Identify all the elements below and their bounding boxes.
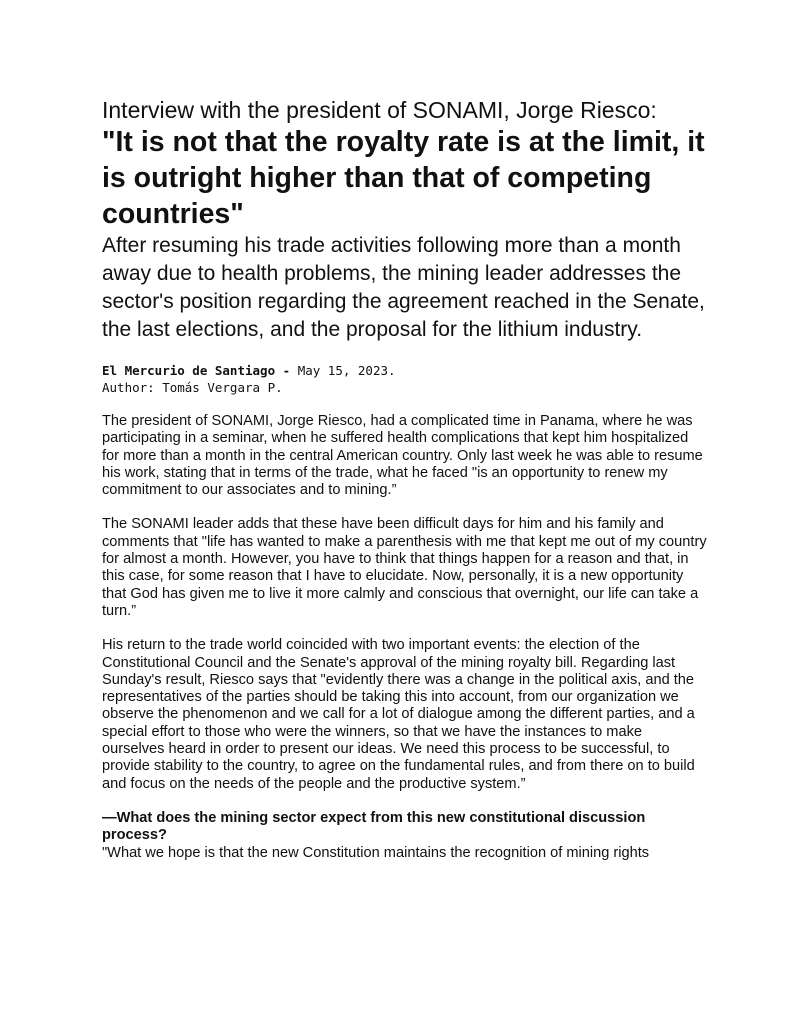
article-kicker: Interview with the president of SONAMI, Jorge Riesco: [102, 97, 657, 123]
article-meta [102, 362, 708, 396]
article-deck: After resuming his trade activities following more than a month away due to health problems, the mining leader addresses the sector's position regarding the agreement reached in the Senate, the last elections, and the proposal for the lithium industry. [102, 234, 705, 341]
body-paragraph-3: His return to the trade world coincided with two important events: the election of the Constitutional Council and the Senate's approval of the mining royalty bill. Regarding last Sunday's result, Riesco says that "evidently there was a change in the political axis, and the representatives of the parties should be taking this into account, from our organization we observe the phenomenon and we call for a lot of dialogue among the different parties, and a special effort to those who were the winners, so that we have the instances to make ourselves heard in order to present our ideas. We need this process to be successful, to provide stability to the country, to agree on the fundamental rules, and from there on to build and focus on the needs of the people and the productive system.” [102, 637, 695, 792]
author-line: Author: Tomás Vergara P. [102, 380, 283, 395]
source-name: El Mercurio de Santiago - [102, 363, 291, 378]
article [102, 96, 708, 862]
publish-date: May 15, 2023. [297, 363, 396, 378]
article-headline: "It is not that the royalty rate is at the limit, it is outright higher than that of competing countries" [102, 126, 705, 230]
source-line [102, 362, 708, 379]
body-paragraph-2: The SONAMI leader adds that these have been difficult days for him and his family and comments that "life has wanted to make a parenthesis with me that kept me out of my country for almost a month. However, you have to think that things happen for a reason and that, in this case, for some reason that I have to elucidate. Now, personally, it is a new opportunity that God has given me to live it more calmly and conscious that overnight, our life can take a turn.” [102, 516, 707, 619]
interview-question: —What does the mining sector expect from this new constitutional discussion process? [102, 809, 646, 844]
body-paragraph-1: The president of SONAMI, Jorge Riesco, had a complicated time in Panama, where he was participating in a seminar, when he suffered health complications that kept him hospitalized for more than a month in the central American country. Only last week he was able to resume his work, stating that in terms of the trade, what he faced "is an opportunity to renew my commitment to our associates and to mining.” [102, 413, 703, 499]
interview-answer: "What we hope is that the new Constitution maintains the recognition of mining rights [102, 844, 650, 861]
